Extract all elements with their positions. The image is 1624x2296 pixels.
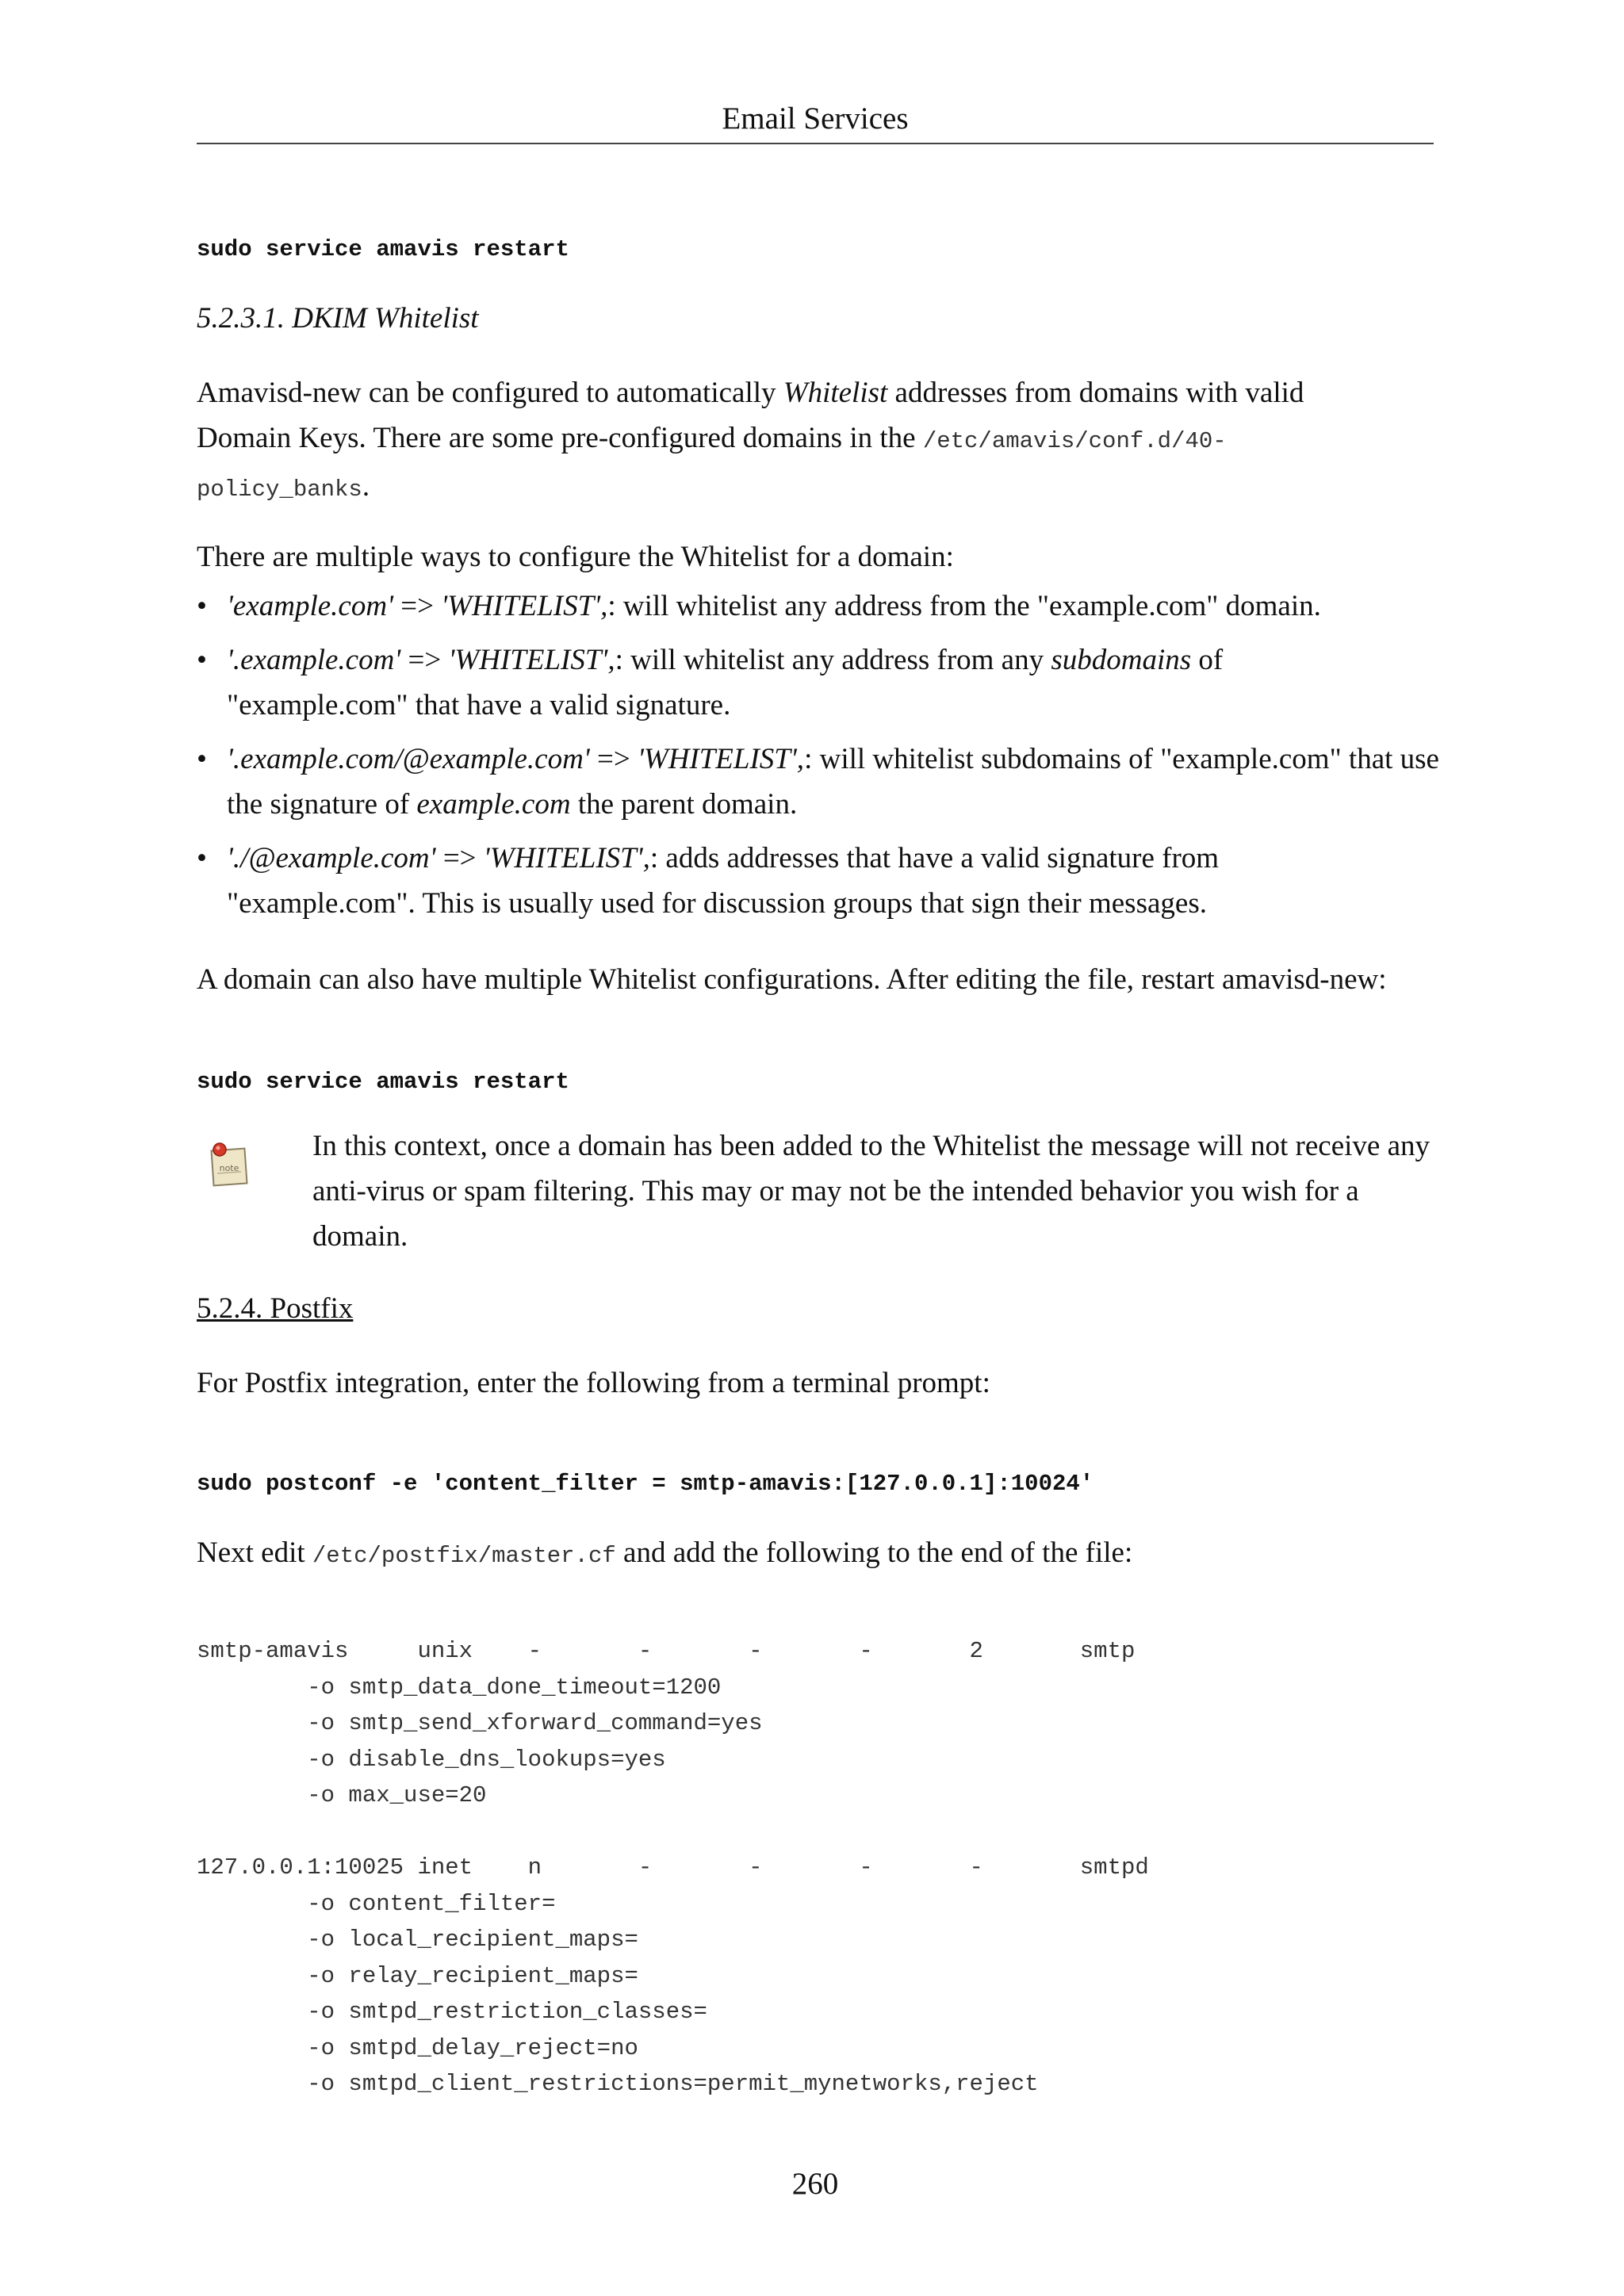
command-postconf: sudo postconf -e 'content_filter = smtp-amavis:[127.0.0.1]:10024' bbox=[197, 1471, 1094, 1497]
command-amavis-restart: sudo service amavis restart bbox=[197, 1069, 569, 1095]
whitelist-ways-intro: There are multiple ways to configure the Whitelist for a domain: bbox=[197, 541, 954, 573]
running-header: Email Services bbox=[722, 101, 909, 136]
section-heading-dkim-whitelist: 5.2.3.1. DKIM Whitelist bbox=[197, 302, 479, 335]
command-amavis-restart: sudo service amavis restart bbox=[197, 236, 569, 262]
list-item: • '.example.com/@example.com' => 'WHITELIST',: will whitelist subdomains of "example.com" that use the signature of example.com the parent domain. bbox=[197, 737, 1442, 827]
next-edit-paragraph: Next edit /etc/postfix/master.cf and add the following to the end of the file: bbox=[197, 1536, 1133, 1569]
section-heading-postfix: 5.2.4. Postfix bbox=[197, 1292, 354, 1325]
svg-text:note: note bbox=[219, 1163, 239, 1173]
path-policy-banks: /etc/amavis/conf.d/40-policy_banks bbox=[197, 428, 1227, 503]
list-item: • 'example.com' => 'WHITELIST',: will whitelist any address from the "example.com" domain. bbox=[197, 584, 1442, 629]
note-text: In this context, once a domain has been added to the Whitelist the message will not receive any anti-virus or spam filtering. This may or may not be the intended behavior you wish for a domain. bbox=[312, 1130, 1430, 1253]
master-cf-code-block: smtp-amavis unix - - - - 2 smtp -o smtp_data_done_timeout=1200 -o smtp_send_xforward_command=yes -o disable_dns_lookups=yes -o max_use=20 127.0.0.1:10025 inet n - - - - smtpd -o content_filter= -o local_recipient_maps= -o relay_recipient_maps= -o smtpd_restriction_classes= -o smtpd_delay_reject=no -o smtpd_client_restrictions=permit_mynetworks,reject bbox=[197, 1638, 1149, 2097]
header-rule bbox=[197, 143, 1434, 144]
multiple-whitelist-paragraph: A domain can also have multiple Whitelist configurations. After editing the file, restart amavisd-new: bbox=[197, 963, 1387, 996]
note-icon bbox=[208, 1142, 251, 1189]
page-number: 260 bbox=[791, 2167, 839, 2201]
list-item: • './@example.com' => 'WHITELIST',: adds addresses that have a valid signature from "example.com". This is usually used for discussion groups that sign their messages. bbox=[197, 836, 1321, 926]
path-master-cf: /etc/postfix/master.cf bbox=[312, 1543, 616, 1569]
list-item: • '.example.com' => 'WHITELIST',: will whitelist any address from any subdomains of "example.com" that have a valid signature. bbox=[197, 637, 1321, 728]
dkim-intro-paragraph: Amavisd-new can be configured to automatically Whitelist addresses from domains with valid Domain Keys. There are some pre-configured domains in the /etc/amavis/conf.d/40-policy_banks. bbox=[197, 377, 1304, 503]
whitelist-options-list bbox=[197, 584, 1442, 935]
postfix-intro-paragraph: For Postfix integration, enter the following from a terminal prompt: bbox=[197, 1367, 990, 1399]
